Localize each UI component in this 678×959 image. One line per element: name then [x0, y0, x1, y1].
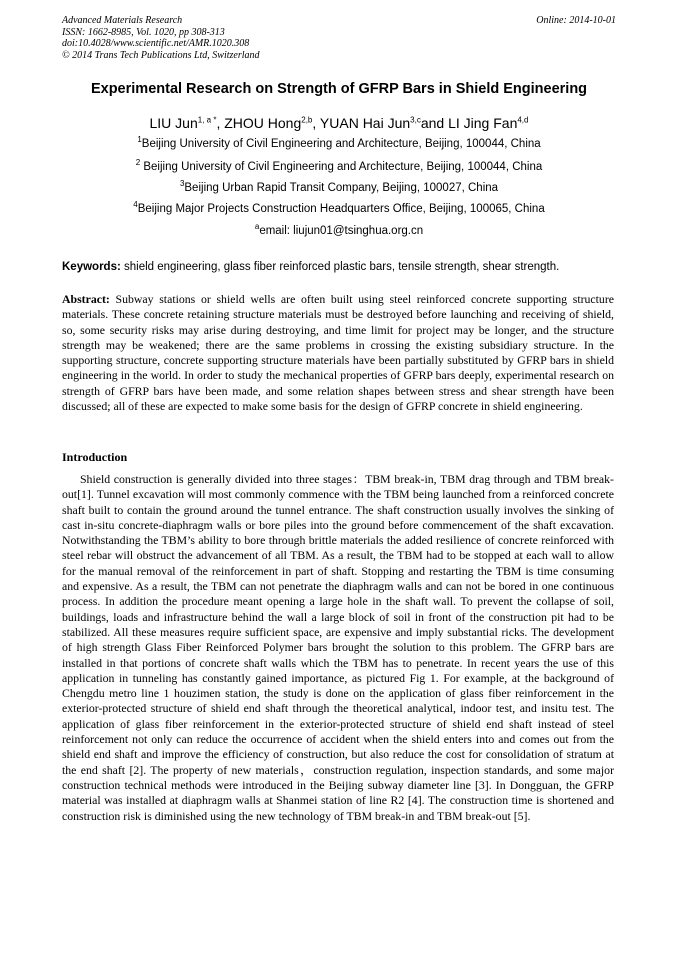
abstract-text: Subway stations or shield wells are often built using steel reinforced concrete supporting structure materials. These concrete retaining structure materials must be destroyed before launching and receiving of shield, so, some security risks may arise during destroying, and time limit for project may be longer, and the structure strength may be weakened; there are the same problems in crossing the existing subsidiary structure. In the supporting structure, concrete supporting structure materials have been partially substituted by GFRP bars in shield engineering in the world. In order to study the mechanical properties of GFRP bars deeply, experimental research on strength of GFRP bars have been made, and some relation shapes between stress and shear strength have been discussed; all of these are expected to make some basis for the design of GFRP concrete in shield engineering.: [62, 292, 614, 414]
abstract: [62, 292, 614, 414]
affiliation-text: Beijing Urban Rapid Transit Company, Beijing, 100027, China: [184, 182, 499, 194]
author-separator: ,: [216, 115, 225, 131]
affiliation-superscript: 1: [137, 135, 142, 145]
journal-header: [62, 15, 616, 61]
author-superscript: 3,c: [410, 115, 421, 125]
email-superscript: a: [254, 222, 260, 232]
affiliation-superscript: 3: [179, 179, 185, 189]
author-name: LIU Jun: [149, 115, 198, 131]
author-name: ZHOU Hong: [224, 115, 302, 131]
keywords-text: shield engineering, glass fiber reinforced plastic bars, tensile strength, shear strength.: [120, 261, 560, 273]
author-superscript: 2,b: [301, 115, 313, 125]
journal-issn: ISSN: 1662-8985, Vol. 1020, pp 308-313: [62, 26, 225, 38]
abstract-label: Abstract:: [62, 292, 110, 306]
author-separator: and: [420, 115, 449, 131]
corresponding-email: [40, 224, 638, 238]
keywords-label: Keywords:: [62, 261, 121, 273]
online-date: Online: 2014-10-01: [536, 15, 616, 26]
journal-doi: doi:10.4028/www.scientific.net/AMR.1020.308: [62, 38, 250, 49]
author-name: YUAN Hai Jun: [319, 115, 411, 131]
affiliation-2: [40, 160, 638, 174]
author-name: LI Jing Fan: [448, 115, 518, 131]
email-text: email: liujun01@tsinghua.org.cn: [259, 225, 424, 237]
keywords: [62, 260, 622, 275]
affiliation-4: [40, 202, 638, 216]
affiliation-superscript: 4: [133, 200, 138, 210]
affiliation-text: Beijing Major Projects Construction Headquarters Office, Beijing, 100065, China: [137, 203, 545, 215]
section-heading-introduction: Introduction: [62, 450, 128, 464]
paper-title: Experimental Research on Strength of GFRP Bars in Shield Engineering: [90, 81, 588, 97]
affiliation-superscript: 2: [135, 158, 141, 168]
introduction-paragraph: Shield construction is generally divided into three stages：TBM break-in, TBM drag through and TBM break-out[1]. Tunnel excavation will most commonly commence with the TBM being launched from a reinforced concrete shaft built to contain the ground around the tunnel entrance. The shaft construction usually involves the sinking of cast in-situ concrete-diaphragm walls or bore piles into the ground before commencement of the shaft excavation. Notwithstanding the TBM’s ability to bore through brittle materials the added resilience of concrete reinforced with steel rebar will obstruct the advancement of all TBM. As a result, the TBM had to be stopped at each wall to allow for the manual removal of the reinforcement in part of shaft. Stopping and restarting the TBM is time consuming and expensive. As a result, the TBM can not penetrate the diaphragm walls and can not be bored in one continuous process. In addition the procedure meant opening a large hole in the shaft wall. To prevent the collapse of soil, buildings, loads and infrastructure behind the wall a large block of soil in front of the construction pit had to be stabilized. All these measures require sufficient space, are expensive and imply substantial ricks. The development of high strength Glass Fiber Reinforced Polymer bars brought the solution to this problem. The GFRP bars are installed in that portions of concrete shaft walls which the TBM has to penetrate. In recent years the use of this application in tunneling has constantly gained importance, as pictured Fig 1. For example, at the background of Chengdu metro line 1 houzimen station, the study is done on the application of glass fiber reinforcement in the exterior-protected structure of shield end shaft through the theoretical analytical, indoor test, and insitu test. The application of glass fiber reinforcement in the exterior-protected structure of shield end shaft instead of steel reinforcement not only can reduce the occurrence of accident when the shield enters into and comes out from the shield end shaft and improve the efficiency of construction, but also reduce the cost for consolidation of stratum at the end shaft [2]. The property of new materials，construction regulation, inspection standards, and some major construction technical methods were introduced in the Beijing subway diameter line [3]. In Dongguan, the GFRP material was installed at diaphragm walls at Shanmei station of line R2 [4]. The construction time is shortened and construction risk is diminished using the new technology of TBM break-in and TBM break-out [5].: [62, 472, 614, 823]
affiliation-text: Beijing University of Civil Engineering and Architecture, Beijing, 100044, China: [140, 161, 543, 173]
author-superscript: 1, a *: [197, 115, 217, 125]
affiliation-3: [40, 181, 638, 195]
journal-name: Advanced Materials Research: [62, 15, 183, 26]
author-superscript: 4,d: [517, 115, 529, 125]
journal-copyright: © 2014 Trans Tech Publications Ltd, Switzerland: [62, 49, 260, 61]
author-list: [40, 114, 638, 132]
author-separator: ,: [312, 115, 320, 131]
affiliation-1: [40, 137, 638, 151]
affiliation-text: Beijing University of Civil Engineering and Architecture, Beijing, 100044, China: [141, 138, 541, 150]
